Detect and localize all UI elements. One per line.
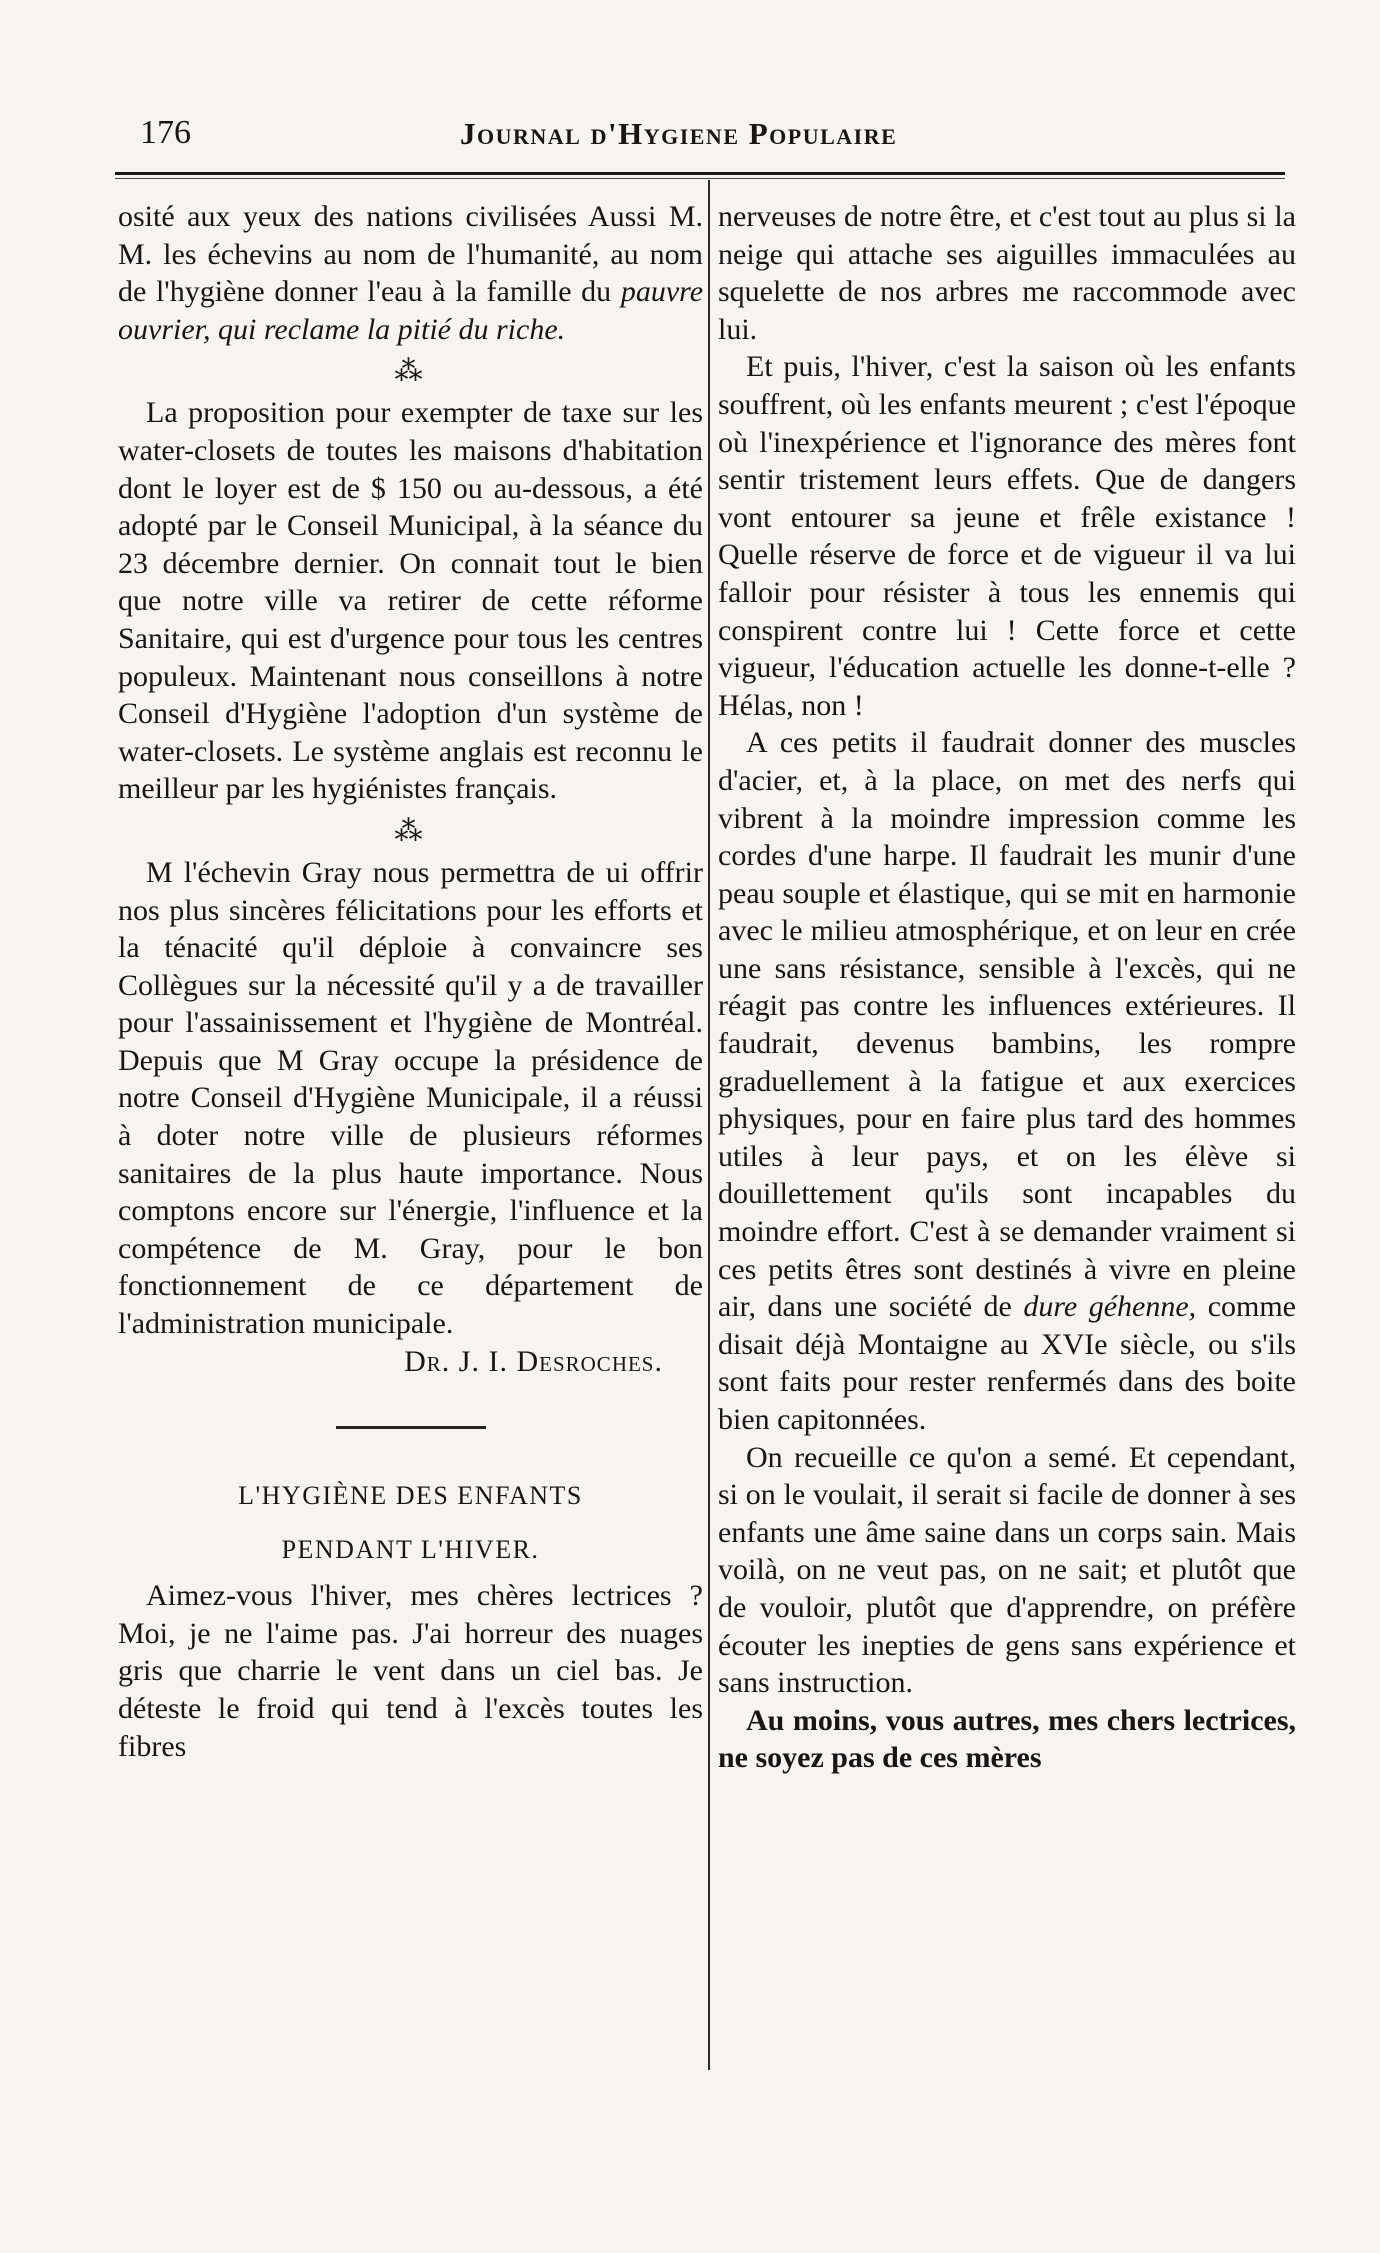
page-header [140,112,1285,170]
right-paragraph-4: On recueille ce qu'on a semé. Et cependant, si on le voulait, il serait si facile de donner à ses enfants une âme saine dans un corps sain. Mais voilà, on ne veut pas, on ne sait; et plutôt que de vouloir, plutôt que d'apprendre, on préfère écouter les inepties de gens sans expérience et sans instruction. [718,1440,1296,1700]
article-divider [336,1426,486,1429]
right-paragraph-3-b: comme disait déjà Montaigne au XVIe siècle, ou s'ils sont faits pour rester renfermés dans des boite bien capitonnées. [718,1290,1296,1436]
right-column [718,198,1296,1777]
section-separator-asterism: ⁂ [394,815,427,847]
left-paragraph-4: Aimez-vous l'hiver, mes chères lectrices ? Moi, je ne l'aime pas. J'ai horreur des nuages gris que charrie le vent dans un ciel bas. Je déteste le froid qui tend à l'excès toutes les fibres [118,1579,703,1763]
header-rule [115,172,1285,175]
page-number: 176 [140,114,191,151]
left-paragraph-2: La proposition pour exempter de taxe sur les water-closets de toutes les maisons d'habitation dont le loyer est de $ 150 ou au-dessous, a été adopté par le Conseil Municipal, à la séance du 23 décembre dernier. On connait tout le bien que notre ville va retirer de cette réforme Sanitaire, qui est d'urgence pour tous les centres populeux. Maintenant nous conseillons à notre Conseil d'Hygiène l'adoption d'un système de water-closets. Le système anglais est reconnu le meilleur par les hygiénistes français. [118,396,703,806]
running-title: Journal d'Hygiene Populaire [460,116,898,151]
left-paragraph-1-italic: pauvre ouvrier, qui reclame la pitié du riche. [118,275,704,346]
section-separator-asterism: ⁂ [394,356,427,388]
left-paragraph-1-text: osité aux yeux des nations civilisées Aussi M. M. les échevins au nom de l'humanité, au nom de l'hygiène donner l'eau à la famille du [118,200,703,309]
left-paragraph-3: M l'échevin Gray nous permettra de ui offrir nos plus sincères félicitations pour les efforts et la ténacité qu'il déploie à convaincre ses Collègues sur la nécessité qu'il y a de travailler pour l'assainissement et l'hygiène de Montréal. Depuis que M Gray occupe la présidence de notre Conseil d'Hygiène Municipale, il a réussi à doter notre ville de plusieurs réformes sanitaires de la plus haute importance. Nous comptons encore sur l'énergie, l'influence et la compétence de M. Gray, pour le bon fonctionnement de ce département de l'administration municipale. [118,855,703,1341]
right-paragraph-3 [718,724,1296,1438]
right-paragraph-3-a: A ces petits il faudrait donner des muscles d'acier, et, à la place, on met des nerfs qui vibrent à la moindre impression comme les cordes d'une harpe. Il faudrait les munir d'une peau souple et élastique, qui se mit en harmonie avec le milieu atmosphérique, et on leur en crée une sans résistance, sensible à l'excès, qui ne réagit pas contre les influences extérieures. Il faudrait, devenus bambins, les rompre graduellement à la fatigue et aux exercices physiques, pour en faire plus tard des hommes utiles à leur pays, et on les élève si douillettement qu'ils sont incapables du moindre effort. C'est à se demander vraiment si ces petits êtres sont destinés à vivre en pleine air, dans une société de [718,726,1296,1324]
header-rule-thin [115,178,1285,179]
right-paragraph-1: nerveuses de notre être, et c'est tout au plus si la neige qui attache ses aiguilles immaculées au squelette de nos arbres me raccommode avec lui. [718,200,1296,346]
article-title-line-1: L'HYGIÈNE DES ENFANTS [238,1481,583,1511]
column-divider [708,180,710,2070]
left-paragraph-1 [118,198,703,348]
right-paragraph-3-italic: dure géhenne, [1023,1290,1197,1324]
right-paragraph-2: Et puis, l'hiver, c'est la saison où les enfants souffrent, où les enfants meurent ; c'est l'époque où l'inexpérience et l'ignorance des mères font sentir tristement leurs effets. Que de dangers vont entourer sa jeune et frêle existance ! Quelle réserve de force et de vigueur il va lui falloir pour résister à tous les ennemis qui conspirent contre lui ! Cette force et cette vigueur, l'éducation actuelle les donne-t-elle ? Hélas, non ! [718,350,1296,722]
article-title-line-2: PENDANT L'HIVER. [281,1535,540,1565]
left-column [118,198,703,1765]
author-signature: Dr. J. I. Desroches. [404,1344,663,1378]
right-paragraph-5: Au moins, vous autres, mes chers lectrices, ne soyez pas de ces mères [718,1703,1296,1775]
